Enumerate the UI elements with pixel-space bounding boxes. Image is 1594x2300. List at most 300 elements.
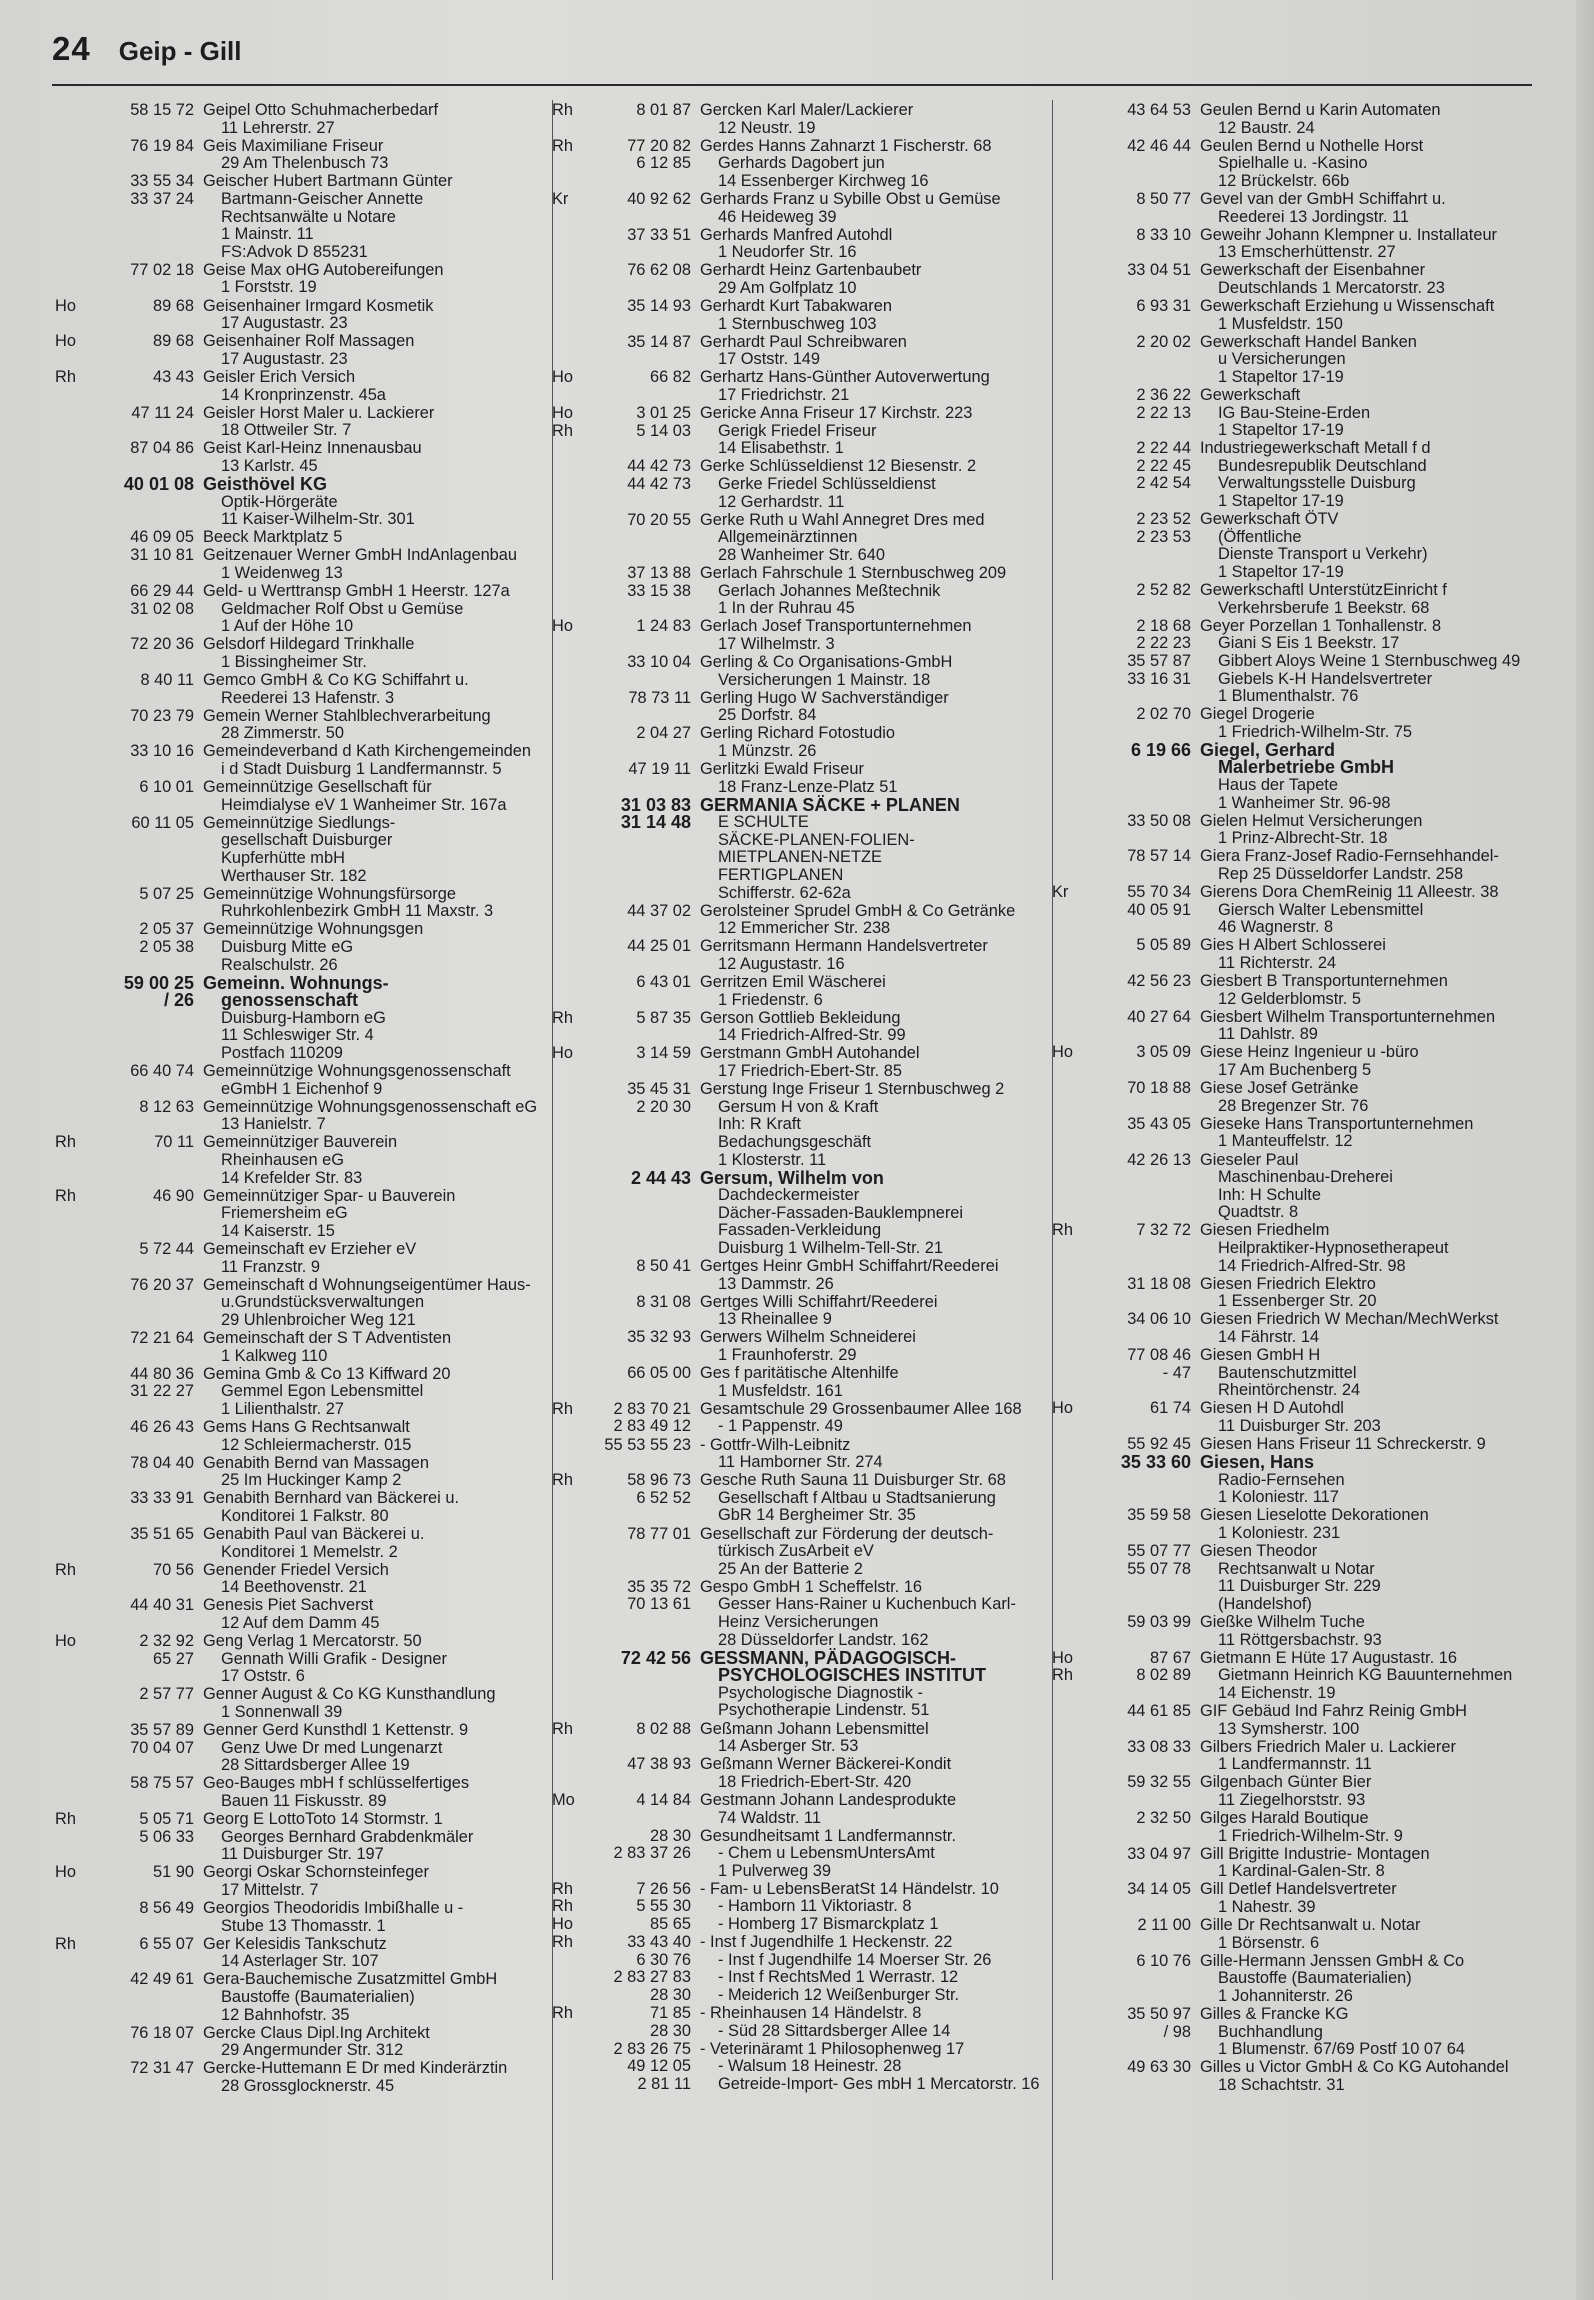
directory-entry bbox=[1052, 387, 1542, 440]
area-code: Rh bbox=[55, 1934, 76, 1953]
entry-detail: 17 Oststr. 6 bbox=[221, 1667, 305, 1686]
phone-number: 8 02 88 bbox=[636, 1719, 691, 1738]
entry-name: Geo-Bauges mbH f schlüsselfertiges bbox=[203, 1774, 470, 1793]
directory-entry bbox=[1052, 848, 1542, 883]
area-code bbox=[552, 1828, 586, 1881]
directory-entry bbox=[552, 102, 1052, 137]
entry-name: Gemeinnütziger Bauverein bbox=[203, 1133, 398, 1152]
entry-text bbox=[203, 1562, 552, 1597]
entry-detail: 12 Augustastr. 16 bbox=[718, 955, 845, 973]
entry-detail: 25 Im Huckinger Kamp 2 bbox=[221, 1471, 402, 1490]
area-code bbox=[55, 975, 89, 1063]
entry-detail: 11 Duisburger Str. 197 bbox=[221, 1845, 384, 1864]
entry-detail: 11 Duisburger Str. 229 bbox=[1218, 1577, 1381, 1596]
entry-detail: Reederei 13 Jordingstr. 11 bbox=[1218, 207, 1410, 226]
entry-text bbox=[203, 1864, 552, 1899]
phone-number: 76 20 37 bbox=[130, 1275, 194, 1294]
entry-text bbox=[1200, 1703, 1542, 1738]
entry-text bbox=[1200, 1650, 1542, 1703]
entry-detail: 1 Blumenstr. 67/69 Postf 10 07 64 bbox=[1218, 2040, 1465, 2059]
entry-text bbox=[1200, 1454, 1542, 1507]
entry-name: GIF Gebäud Ind Fahrz Reinig GmbH bbox=[1200, 1701, 1467, 1720]
entry-name: Gemeinschaft ev Erzieher eV bbox=[203, 1240, 417, 1258]
entry-text bbox=[203, 1455, 552, 1490]
area-code bbox=[552, 512, 586, 565]
entry-name: Genabith Bernd van Massagen bbox=[203, 1453, 429, 1472]
entry-detail: Giani S Eis 1 Beekstr. 17 bbox=[1218, 634, 1400, 653]
directory-entry bbox=[55, 298, 552, 333]
entry-detail: 1 Neudorfer Str. 16 bbox=[718, 243, 857, 262]
entry-detail: i d Stadt Duisburg 1 Landfermannstr. 5 bbox=[221, 759, 502, 778]
directory-entry bbox=[552, 761, 1052, 796]
entry-text bbox=[700, 690, 1052, 725]
area-code bbox=[552, 1437, 586, 1472]
directory-entry bbox=[55, 2025, 552, 2060]
phone-number: 33 04 51 bbox=[1127, 261, 1191, 280]
area-code bbox=[1052, 1009, 1086, 1044]
directory-entry bbox=[1052, 1347, 1542, 1400]
area-code bbox=[55, 921, 89, 974]
area-code bbox=[55, 1900, 89, 1935]
entry-detail: genossenschaft bbox=[221, 990, 359, 1011]
phone-number: 44 37 02 bbox=[627, 901, 691, 920]
entry-detail: Optik-Hörgeräte bbox=[221, 492, 338, 511]
phone-number: 89 68 bbox=[152, 296, 194, 315]
entry-name: - Inst f Jugendhilfe 1 Heckenstr. 22 bbox=[700, 1933, 953, 1952]
entry-text bbox=[203, 138, 552, 173]
entry-detail: 1 Lilienthalstr. 27 bbox=[221, 1399, 345, 1418]
entry-name: Giesbert Wilhelm Transportunternehmen bbox=[1200, 1007, 1496, 1026]
entry-detail: 1 Weidenweg 13 bbox=[221, 563, 343, 582]
entry-detail: eGmbH 1 Eichenhof 9 bbox=[221, 1079, 383, 1098]
phone-number: 33 08 33 bbox=[1127, 1737, 1191, 1756]
entry-name: - Veterinäramt 1 Philosophenweg 17 bbox=[700, 2039, 965, 2058]
area-code bbox=[552, 1579, 586, 1649]
entry-name: Giese Heinz Ingenieur u -büro bbox=[1200, 1043, 1419, 1062]
directory-entry bbox=[552, 369, 1052, 404]
entry-text bbox=[1200, 1044, 1542, 1079]
entry-text bbox=[1200, 813, 1542, 848]
entry-text bbox=[1200, 1739, 1542, 1774]
area-code bbox=[552, 797, 586, 903]
entry-detail: 1 Koloniestr. 231 bbox=[1218, 1524, 1341, 1542]
area-code bbox=[1052, 262, 1086, 297]
entry-name: Gilles u Victor GmbH & Co KG Autohandel bbox=[1200, 2058, 1509, 2077]
entry-text bbox=[203, 1277, 552, 1330]
entry-detail: Verwaltungsstelle Duisburg bbox=[1218, 474, 1416, 493]
entry-text bbox=[203, 1811, 552, 1864]
area-code bbox=[552, 1756, 586, 1791]
directory-entry bbox=[552, 1294, 1052, 1329]
phone-number: 66 05 00 bbox=[627, 1364, 691, 1383]
entry-name: Gilles & Francke KG bbox=[1200, 2005, 1349, 2024]
phone-number: 33 43 40 6 30 76 2 83 27 83 28 30 bbox=[613, 1933, 691, 2004]
entry-name: Geßmann Werner Bäckerei-Kondit bbox=[700, 1755, 952, 1774]
entry-name: Gelsdorf Hildegard Trinkhalle bbox=[203, 635, 415, 654]
directory-entry bbox=[552, 565, 1052, 618]
area-code bbox=[552, 761, 586, 796]
entry-detail: Gesellschaft f Altbau u Stadtsanierung bbox=[718, 1488, 996, 1507]
phone-number: 3 05 09 bbox=[1136, 1043, 1191, 1062]
entry-name: Gerhartz Hans-Günther Autoverwertung bbox=[700, 368, 990, 387]
entry-name: Gerhardt Heinz Gartenbaubetr bbox=[700, 261, 922, 280]
directory-entry bbox=[552, 903, 1052, 938]
directory-entry bbox=[1052, 227, 1542, 262]
entry-name: Giesen Hans Friseur 11 Schreckerstr. 9 bbox=[1200, 1435, 1486, 1454]
entry-name: Gerling & Co Organisations-GmbH bbox=[700, 652, 953, 671]
phone-number: 8 50 41 bbox=[636, 1257, 691, 1276]
entry-name: Gerhards Franz u Sybille Obst u Gemüse bbox=[700, 189, 1001, 208]
area-code bbox=[55, 672, 89, 707]
area-code bbox=[1052, 1080, 1086, 1115]
entry-name: Gerhardt Paul Schreibwaren bbox=[700, 332, 907, 351]
entry-name: Gercke Claus Dipl.Ing Architekt bbox=[203, 2023, 430, 2042]
area-code bbox=[55, 1419, 89, 1454]
area-code bbox=[55, 1241, 89, 1276]
entry-name: Gerke Schlüsseldienst 12 Biesenstr. 2 bbox=[700, 457, 977, 476]
phone-number: 8 01 87 bbox=[636, 102, 691, 119]
area-code bbox=[552, 1650, 586, 1720]
area-code bbox=[55, 1597, 89, 1632]
entry-text bbox=[203, 440, 552, 475]
phone-number: 78 77 01 bbox=[627, 1524, 691, 1543]
directory-entry bbox=[1052, 739, 1542, 812]
entry-detail: 18 Schachtstr. 31 bbox=[1218, 2075, 1345, 2094]
entry-name: Gerson Gottlieb Bekleidung bbox=[700, 1008, 901, 1027]
entry-name: Geis Maximiliane Friseur bbox=[203, 136, 384, 155]
entry-detail: 29 Am Thelenbusch 73 bbox=[221, 154, 389, 173]
directory-entry bbox=[1052, 1917, 1542, 1952]
entry-detail: 12 Emmericher Str. 238 bbox=[718, 919, 891, 938]
phone-number: 40 27 64 bbox=[1127, 1007, 1191, 1026]
directory-entry bbox=[552, 974, 1052, 1009]
directory-entry bbox=[55, 636, 552, 671]
entry-detail: 1 Stapeltor 17-19 bbox=[1218, 492, 1344, 511]
entry-text bbox=[700, 298, 1052, 333]
entry-text bbox=[700, 1828, 1052, 1881]
entry-text bbox=[1200, 1810, 1542, 1845]
entry-name: Gemco GmbH & Co KG Schiffahrt u. bbox=[203, 671, 469, 689]
area-code: Rh bbox=[55, 367, 76, 386]
area-code: Ho bbox=[55, 1632, 76, 1651]
entry-text bbox=[700, 618, 1052, 653]
entry-name: Geld- u Werttransp GmbH 1 Heerstr. 127a bbox=[203, 582, 510, 601]
entry-text bbox=[700, 369, 1052, 404]
entry-text bbox=[1200, 2059, 1542, 2094]
entry-text bbox=[1200, 1881, 1542, 1916]
entry-name: Geist Karl-Heinz Innenausbau bbox=[203, 439, 422, 458]
phone-number: 2 05 37 2 05 38 bbox=[139, 920, 194, 956]
area-code: Mo bbox=[552, 1790, 575, 1809]
phone-number: 35 14 93 bbox=[627, 297, 691, 316]
entry-detail: 1 Sternbuschweg 103 bbox=[718, 314, 877, 333]
directory-entry bbox=[1052, 2006, 1542, 2059]
phone-number: 76 19 84 bbox=[130, 136, 194, 155]
entry-name: Gewerkschaft ÖTV bbox=[1200, 510, 1339, 529]
phone-number: 34 14 05 bbox=[1127, 1880, 1191, 1899]
directory-entry bbox=[55, 1330, 552, 1365]
entry-name: Gießke Wilhelm Tuche bbox=[1200, 1612, 1365, 1631]
entry-name: Gerling Hugo W Sachverständiger bbox=[700, 688, 949, 707]
area-code: Ho Rh bbox=[552, 404, 573, 440]
entry-name: Geipel Otto Schuhmacherbedarf bbox=[203, 102, 439, 119]
entry-detail: Heinz Versicherungen bbox=[718, 1612, 879, 1631]
entry-name: Geyer Porzellan 1 Tonhallenstr. 8 bbox=[1200, 616, 1442, 635]
phone-number: 2 02 70 bbox=[1136, 705, 1191, 724]
directory-entry bbox=[1052, 884, 1542, 937]
entry-text bbox=[203, 173, 552, 261]
entry-detail: 1 Forststr. 19 bbox=[221, 278, 317, 297]
phone-number: 44 42 73 44 42 73 bbox=[627, 457, 691, 493]
directory-entry bbox=[55, 473, 552, 529]
entry-name: Gierens Dora ChemReinig 11 Alleestr. 38 bbox=[1200, 883, 1499, 902]
directory-entry bbox=[55, 405, 552, 440]
area-code bbox=[552, 1365, 586, 1400]
phone-number: 42 56 23 bbox=[1127, 972, 1191, 991]
area-code: Ho bbox=[552, 617, 573, 636]
directory-entry bbox=[55, 1811, 552, 1864]
phone-number: 78 73 11 bbox=[628, 688, 691, 707]
phone-number: 35 32 93 bbox=[627, 1328, 691, 1347]
directory-entry bbox=[55, 1900, 552, 1935]
entry-detail: Gerlach Johannes Meßtechnik bbox=[718, 581, 941, 600]
entry-text bbox=[203, 1134, 552, 1187]
entry-name: Geisler Erich Versich bbox=[203, 367, 356, 386]
phone-number: 7 26 56 5 55 30 85 65 bbox=[636, 1879, 691, 1934]
entry-text bbox=[700, 1721, 1052, 1756]
entry-name: Gera-Bauchemische Zusatzmittel GmbH bbox=[203, 1970, 498, 1989]
entry-detail: Psychotherapie Lindenstr. 51 bbox=[718, 1701, 930, 1720]
entry-text bbox=[1200, 138, 1542, 191]
directory-entry bbox=[552, 1756, 1052, 1791]
entry-detail: Buchhandlung bbox=[1218, 2022, 1323, 2041]
entry-detail: 18 Franz-Lenze-Platz 51 bbox=[718, 777, 898, 796]
phone-number: 77 20 82 6 12 85 bbox=[627, 136, 691, 173]
area-code bbox=[1052, 706, 1086, 741]
phone-number: 6 19 66 bbox=[1130, 739, 1191, 760]
directory-entry bbox=[552, 654, 1052, 689]
entry-detail: 17 Am Buchenberg 5 bbox=[1218, 1061, 1372, 1080]
entry-text bbox=[203, 2025, 552, 2060]
phone-number: 2 36 22 2 22 13 bbox=[1136, 386, 1191, 422]
directory-entry bbox=[55, 1686, 552, 1721]
entry-text bbox=[203, 547, 552, 582]
entry-detail: 11 Franzstr. 9 bbox=[221, 1257, 320, 1276]
entry-text bbox=[700, 334, 1052, 369]
entry-text bbox=[203, 1526, 552, 1561]
entry-name: Giesen Theodor bbox=[1200, 1542, 1318, 1561]
entry-text bbox=[203, 529, 552, 547]
entry-name: Genner August & Co KG Kunsthandlung bbox=[203, 1685, 496, 1704]
entry-text bbox=[203, 1188, 552, 1241]
entry-detail: 17 Mittelstr. 7 bbox=[221, 1880, 319, 1899]
phone-number: 76 62 08 bbox=[627, 261, 691, 280]
directory-entry bbox=[552, 1045, 1052, 1080]
directory-entry bbox=[1052, 1543, 1542, 1613]
phone-number: 33 50 08 bbox=[1127, 811, 1191, 830]
entry-detail: 13 Rheinallee 9 bbox=[718, 1310, 832, 1329]
area-code bbox=[552, 903, 586, 938]
entry-detail: Konditorei 1 Falkstr. 80 bbox=[221, 1506, 389, 1525]
entry-detail: MIETPLANEN-NETZE bbox=[718, 848, 882, 867]
entry-detail: Heilpraktiker-Hypnosetherapeut bbox=[1218, 1239, 1449, 1257]
phone-number: 72 42 56 bbox=[620, 1647, 691, 1668]
entry-detail: Bauen 11 Fiskusstr. 89 bbox=[221, 1791, 387, 1810]
entry-detail: Gibbert Aloys Weine 1 Sternbuschweg 49 bbox=[1218, 651, 1521, 670]
entry-text bbox=[203, 1936, 552, 1971]
entry-detail: - Homberg 17 Bismarckplatz 1 bbox=[718, 1915, 939, 1934]
entry-detail: 14 Asberger Str. 53 bbox=[718, 1737, 859, 1756]
phone-number: 47 19 11 bbox=[628, 759, 691, 778]
entry-text bbox=[700, 102, 1052, 137]
entry-detail: 28 Wanheimer Str. 640 bbox=[718, 545, 886, 564]
area-code bbox=[552, 654, 586, 689]
entry-detail: 25 An der Batterie 2 bbox=[718, 1559, 863, 1578]
entry-text bbox=[1200, 1400, 1542, 1435]
directory-entry bbox=[552, 1167, 1052, 1258]
entry-text bbox=[700, 1329, 1052, 1364]
area-code bbox=[55, 1330, 89, 1365]
entry-name: Gertges Willi Schiffahrt/Reederei bbox=[700, 1292, 938, 1311]
entry-detail: Reederei 13 Hafenstr. 3 bbox=[221, 688, 395, 707]
entry-name: Giesen Friedrich Elektro bbox=[1200, 1274, 1376, 1293]
entry-detail: Gerke Friedel Schlüsseldienst bbox=[718, 474, 936, 493]
entry-name: Gerlitzki Ewald Friseur bbox=[700, 759, 864, 778]
entry-detail: 1 Prinz-Albrecht-Str. 18 bbox=[1218, 829, 1388, 848]
entry-detail: 14 Krefelder Str. 83 bbox=[221, 1168, 363, 1187]
entry-detail: 1 Bissingheimer Str. bbox=[221, 652, 367, 671]
phone-number: 2 18 68 2 22 23 35 57 87 33 16 31 bbox=[1127, 616, 1191, 688]
entry-text bbox=[1200, 298, 1542, 333]
phone-number: 46 26 43 bbox=[130, 1417, 194, 1436]
phone-number: 8 56 49 bbox=[139, 1898, 194, 1917]
entry-detail: 12 Gelderblomstr. 5 bbox=[1218, 989, 1362, 1008]
directory-entry bbox=[552, 138, 1052, 191]
entry-detail: 1 Sonnenwall 39 bbox=[221, 1702, 343, 1721]
area-code bbox=[552, 458, 586, 511]
phone-number: 70 20 55 bbox=[627, 510, 691, 529]
entry-detail: u Versicherungen bbox=[1218, 350, 1346, 369]
entry-name: Gemeinschaft d Wohnungseigentümer Haus- bbox=[203, 1275, 531, 1294]
entry-text bbox=[700, 1579, 1052, 1649]
entry-detail: gesellschaft Duisburger bbox=[221, 831, 393, 850]
entry-detail: 11 Kaiser-Wilhelm-Str. 301 bbox=[221, 510, 415, 529]
entry-detail: 11 Dahlstr. 89 bbox=[1218, 1025, 1318, 1044]
directory-entry bbox=[55, 672, 552, 707]
area-code bbox=[1052, 298, 1086, 333]
entry-text bbox=[1200, 1009, 1542, 1044]
entry-text bbox=[1200, 262, 1542, 297]
entry-text bbox=[1200, 1152, 1542, 1222]
entry-detail: 17 Wilhelmstr. 3 bbox=[718, 634, 835, 653]
entry-name: Giesen, Hans bbox=[1200, 1452, 1315, 1473]
directory-entry bbox=[55, 1188, 552, 1241]
phone-number: 33 55 34 33 37 24 bbox=[130, 172, 194, 208]
area-code bbox=[552, 262, 586, 297]
area-code bbox=[1052, 1454, 1086, 1507]
phone-number: 1 24 83 bbox=[636, 617, 691, 636]
directory-entry bbox=[55, 779, 552, 814]
phone-number: 55 70 34 40 05 91 bbox=[1127, 883, 1191, 919]
phone-number: 2 52 82 bbox=[1136, 581, 1191, 600]
directory-entry bbox=[1052, 511, 1542, 581]
entry-detail: 11 Röttgersbachstr. 93 bbox=[1218, 1630, 1382, 1649]
directory-entry bbox=[552, 1010, 1052, 1045]
entry-detail: 17 Friedrich-Ebert-Str. 85 bbox=[718, 1062, 903, 1081]
phone-number: 58 96 73 6 52 52 bbox=[627, 1471, 691, 1507]
entry-name: Gerstmann GmbH Autohandel bbox=[700, 1044, 920, 1063]
area-code bbox=[55, 2025, 89, 2060]
area-code: Kr bbox=[552, 189, 569, 208]
area-code bbox=[55, 440, 89, 475]
phone-number: 35 51 65 bbox=[130, 1525, 194, 1543]
entry-name: Genender Friedel Versich bbox=[203, 1560, 389, 1579]
directory-entry bbox=[552, 2005, 1052, 2040]
directory-entry bbox=[55, 921, 552, 974]
entry-text bbox=[203, 102, 552, 137]
entry-detail: 1 Musfeldstr. 150 bbox=[1218, 314, 1343, 333]
area-code bbox=[1052, 973, 1086, 1008]
entry-detail: 13 Hanielstr. 7 bbox=[221, 1115, 326, 1134]
area-code: Ho bbox=[55, 1863, 76, 1882]
phone-number: 5 05 89 bbox=[1136, 936, 1191, 955]
entry-text bbox=[1200, 334, 1542, 387]
area-code bbox=[1052, 1881, 1086, 1916]
entry-name: Gewerkschaftl UnterstützEinricht f bbox=[1200, 581, 1447, 600]
entry-text bbox=[700, 1647, 1052, 1720]
entry-detail: E SCHULTE bbox=[718, 813, 809, 832]
entry-detail: 1 Mainstr. 11 bbox=[221, 225, 314, 244]
entry-name: Geisenhainer Rolf Massagen bbox=[203, 332, 415, 351]
entry-detail: Postfach 110209 bbox=[221, 1043, 343, 1062]
directory-entry bbox=[55, 583, 552, 636]
entry-text bbox=[203, 1366, 552, 1419]
entry-detail: IG Bau-Steine-Erden bbox=[1218, 403, 1371, 422]
entry-detail: 1 Friedrich-Wilhelm-Str. 9 bbox=[1218, 1826, 1403, 1845]
directory-entry bbox=[55, 1864, 552, 1899]
entry-name: Gemein Werner Stahlblechverarbeitung bbox=[203, 706, 491, 725]
entry-name: Giera Franz-Josef Radio-Fernsehhandel- bbox=[1200, 847, 1499, 866]
entry-name: Gerritzen Emil Wäscherei bbox=[700, 973, 886, 992]
directory-entry bbox=[1052, 1009, 1542, 1044]
area-code bbox=[55, 1277, 89, 1330]
area-code: Rh bbox=[55, 1133, 76, 1152]
directory-entry bbox=[55, 529, 552, 547]
directory-entry bbox=[1052, 1881, 1542, 1916]
directory-entry bbox=[1052, 1507, 1542, 1542]
entry-detail: 1 Stapeltor 17-19 bbox=[1218, 367, 1344, 386]
entry-text bbox=[700, 1294, 1052, 1329]
entry-detail: 1 Blumenthalstr. 76 bbox=[1218, 687, 1359, 706]
entry-text bbox=[1200, 102, 1542, 137]
entry-name: Giesen H D Autohdl bbox=[1200, 1399, 1344, 1418]
entry-detail: 14 Fährstr. 14 bbox=[1218, 1327, 1320, 1346]
entry-name: Geisenhainer Irmgard Kosmetik bbox=[203, 296, 434, 315]
directory-entry bbox=[55, 138, 552, 173]
entry-text bbox=[1200, 1507, 1542, 1542]
entry-name: Georg E LottoToto 14 Stormstr. 1 bbox=[203, 1810, 443, 1828]
phone-number: 76 18 07 bbox=[130, 2023, 194, 2042]
entry-detail: 1 Klosterstr. 11 bbox=[718, 1150, 827, 1169]
entry-name: Gesellschaft zur Förderung der deutsch- bbox=[700, 1524, 994, 1543]
phone-number: 2 32 50 bbox=[1136, 1809, 1191, 1827]
entry-name: Genesis Piet Sachverst bbox=[203, 1596, 374, 1615]
phone-number: 35 33 60 bbox=[1120, 1452, 1191, 1473]
phone-number: 78 04 40 bbox=[130, 1453, 194, 1472]
phone-number: 5 87 35 bbox=[636, 1008, 691, 1027]
entry-text bbox=[700, 654, 1052, 689]
phone-number: 44 25 01 bbox=[627, 937, 691, 956]
